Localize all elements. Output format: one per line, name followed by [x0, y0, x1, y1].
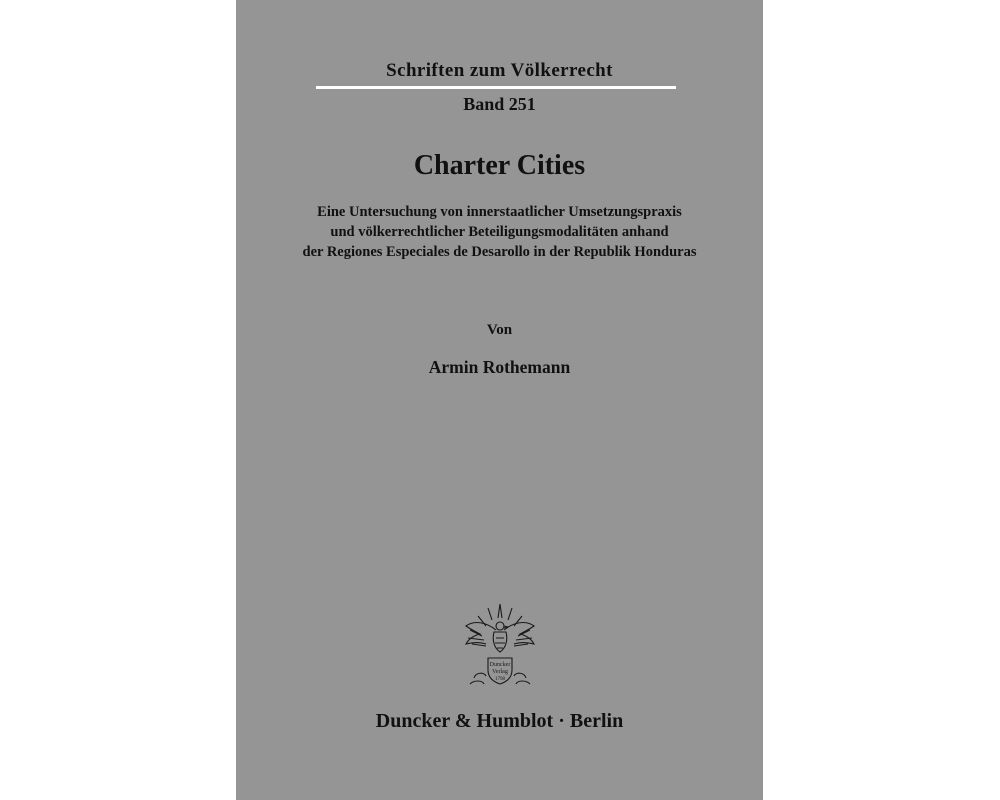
publisher-name: Duncker & Humblot · Berlin — [375, 710, 624, 732]
book-cover — [236, 0, 763, 800]
phoenix-emblem-icon — [462, 600, 538, 692]
series-title: Schriften zum Völkerrecht — [386, 60, 613, 81]
logo-year: 1798 — [495, 677, 505, 682]
logo-text-line2: Verlag — [492, 669, 508, 675]
subtitle-line: und völkerrechtlicher Beteiligungsmodalitäten anhand — [330, 224, 669, 240]
divider-rule — [316, 86, 676, 89]
subtitle-line: Eine Untersuchung von innerstaatlicher Umsetzungspraxis — [317, 204, 682, 220]
by-label: Von — [486, 322, 513, 338]
book-title: Charter Cities — [413, 150, 586, 181]
book-subtitle — [256, 202, 743, 262]
volume-number: Band 251 — [463, 94, 536, 114]
subtitle-line: der Regiones Especiales de Desarollo in der Republik Honduras — [302, 244, 697, 260]
logo-text-line1: Duncker — [489, 662, 511, 668]
author-name: Armin Rothemann — [428, 357, 571, 377]
